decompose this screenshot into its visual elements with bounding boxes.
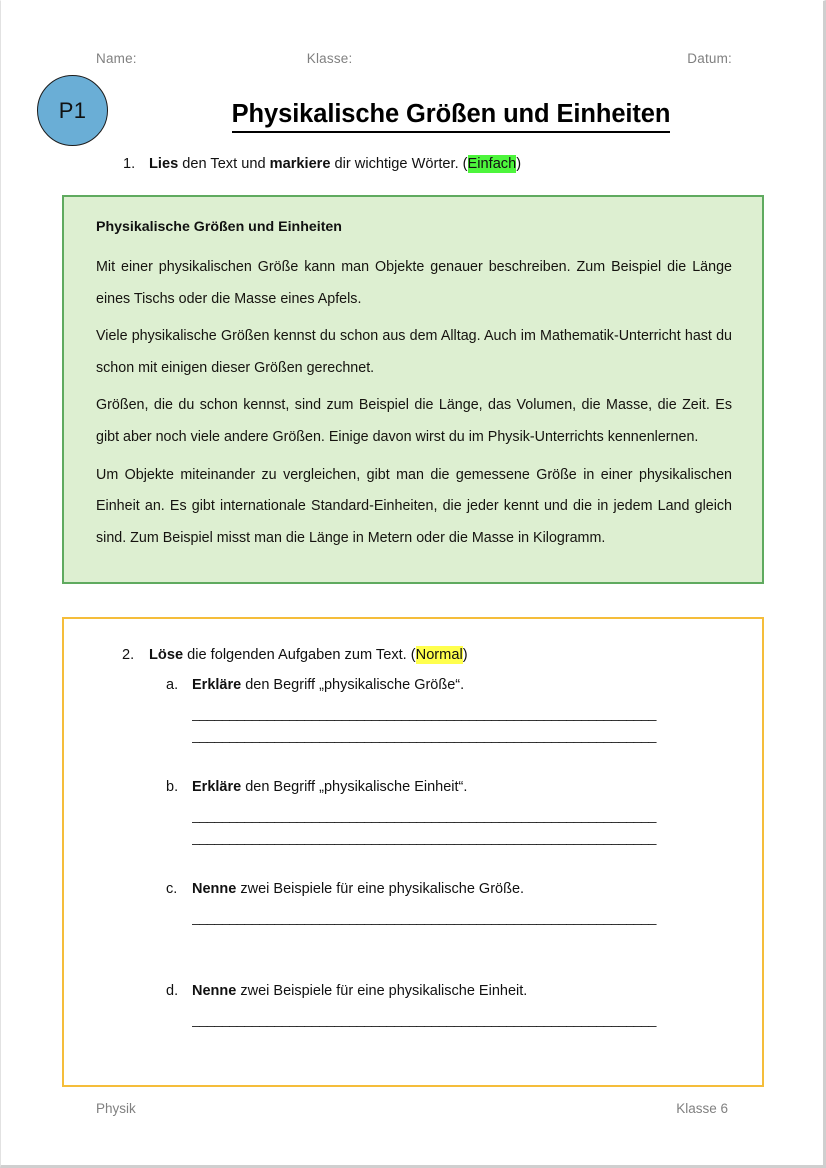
sub-task-c-rest: zwei Beispiele für eine physikalische Größe. <box>236 881 525 897</box>
badge-label: P1 <box>58 97 87 123</box>
page-title-text: Physikalische Größen und Einheiten <box>232 100 671 133</box>
sub-task-c-head <box>166 881 734 897</box>
reading-paragraph-1: Mit einer physikalischen Größe kann man Objekte genauer beschreiben. Zum Beispiel die Länge eines Tischs oder die Masse eines Apfels. <box>96 259 732 307</box>
spacer <box>122 961 734 983</box>
task-1-text <box>149 156 521 172</box>
sub-task-a <box>166 677 734 747</box>
sub-task-b-text <box>192 779 467 795</box>
sub-task-b-bold: Erkläre <box>192 779 242 795</box>
task-2-number: 2. <box>122 647 135 663</box>
task-1-mid-1: den Text und <box>178 156 270 172</box>
task-1-bold-2: markiere <box>269 156 331 172</box>
task-1-number: 1. <box>123 156 136 172</box>
sub-task-a-bold: Erkläre <box>192 677 242 693</box>
task-1-bold-1: Lies <box>149 156 179 172</box>
task-1 <box>123 156 521 172</box>
sub-task-a-text <box>192 677 464 693</box>
sub-task-c-text <box>192 881 524 897</box>
page-title <box>121 100 781 129</box>
sub-task-d-letter: d. <box>166 983 179 999</box>
answer-line[interactable]: ______________________________________________________________ <box>192 829 657 845</box>
spacer <box>122 851 734 881</box>
task-1-mid-2: dir wichtige Wörter. ( <box>330 156 468 172</box>
sub-task-b-letter: b. <box>166 779 179 795</box>
sub-task-c-answer-area[interactable] <box>192 897 734 929</box>
sub-task-b <box>166 779 734 849</box>
footer-subject: Physik <box>96 1101 136 1116</box>
answer-line[interactable]: ______________________________________________________________ <box>192 1011 657 1027</box>
reading-paragraph-3: Größen, die du schon kennst, sind zum Beispiel die Länge, das Volumen, die Masse, die Zeit. Es gibt aber noch viele andere Größen. Einige davon wirst du im Physik-Unterrichts kennenlernen. <box>96 397 732 445</box>
sub-task-a-rest: den Begriff „physikalische Größe“. <box>241 677 465 693</box>
difficulty-highlight-einfach: Einfach <box>467 156 517 172</box>
task-2-bold: Löse <box>149 647 184 663</box>
sub-task-c <box>166 881 734 929</box>
task-2-mid: die folgenden Aufgaben zum Text. ( <box>183 647 416 663</box>
worksheet-badge <box>37 75 108 146</box>
sub-task-a-head <box>166 677 734 693</box>
sub-task-d-head <box>166 983 734 999</box>
sub-task-b-answer-area[interactable] <box>192 795 734 849</box>
reading-box-title: Physikalische Größen und Einheiten <box>96 219 342 235</box>
sub-task-c-letter: c. <box>166 881 178 897</box>
task-2 <box>122 647 734 663</box>
spacer <box>122 931 734 961</box>
spacer <box>122 749 734 779</box>
sub-task-a-answer-area[interactable] <box>192 693 734 747</box>
task-1-tail: ) <box>516 156 522 172</box>
answer-line[interactable]: ______________________________________________________________ <box>192 807 657 823</box>
exercise-box <box>62 617 764 1087</box>
answer-line[interactable]: ______________________________________________________________ <box>192 727 657 743</box>
task-2-text <box>149 647 468 663</box>
sub-task-b-rest: den Begriff „physikalische Einheit“. <box>241 779 468 795</box>
sub-task-a-letter: a. <box>166 677 179 693</box>
sub-task-d <box>166 983 734 1031</box>
reading-paragraph-2: Viele physikalische Größen kennst du schon aus dem Alltag. Auch im Mathematik-Unterricht hast du schon mit einigen dieser Größen gerechnet. <box>96 328 732 376</box>
name-field-label: Name: <box>96 51 137 66</box>
task-2-tail: ) <box>462 647 468 663</box>
sub-task-d-answer-area[interactable] <box>192 999 734 1031</box>
sub-task-c-bold: Nenne <box>192 881 237 897</box>
sub-task-d-bold: Nenne <box>192 983 237 999</box>
sub-task-d-text <box>192 983 527 999</box>
reading-paragraph-4: Um Objekte miteinander zu vergleichen, gibt man die gemessene Größe in einer physikalischen Einheit an. Es gibt internationale Standard-Einheiten, die jeder kennt und die in jedem Land gleich sind. Zum Beispiel misst man die Länge in Metern oder die Masse in Kilogramm. <box>96 466 732 546</box>
reading-text-box <box>62 195 764 584</box>
sub-task-d-rest: zwei Beispiele für eine physikalische Einheit. <box>236 983 528 999</box>
answer-line[interactable]: ______________________________________________________________ <box>192 705 657 721</box>
answer-line[interactable]: ______________________________________________________________ <box>192 909 657 925</box>
datum-field-label: Datum: <box>687 51 732 66</box>
sub-task-b-head <box>166 779 734 795</box>
difficulty-highlight-normal: Normal <box>415 647 463 663</box>
worksheet-header <box>96 51 732 66</box>
klasse-field-label: Klasse: <box>306 51 353 66</box>
footer-grade: Klasse 6 <box>676 1101 728 1116</box>
worksheet-footer <box>96 1101 728 1116</box>
